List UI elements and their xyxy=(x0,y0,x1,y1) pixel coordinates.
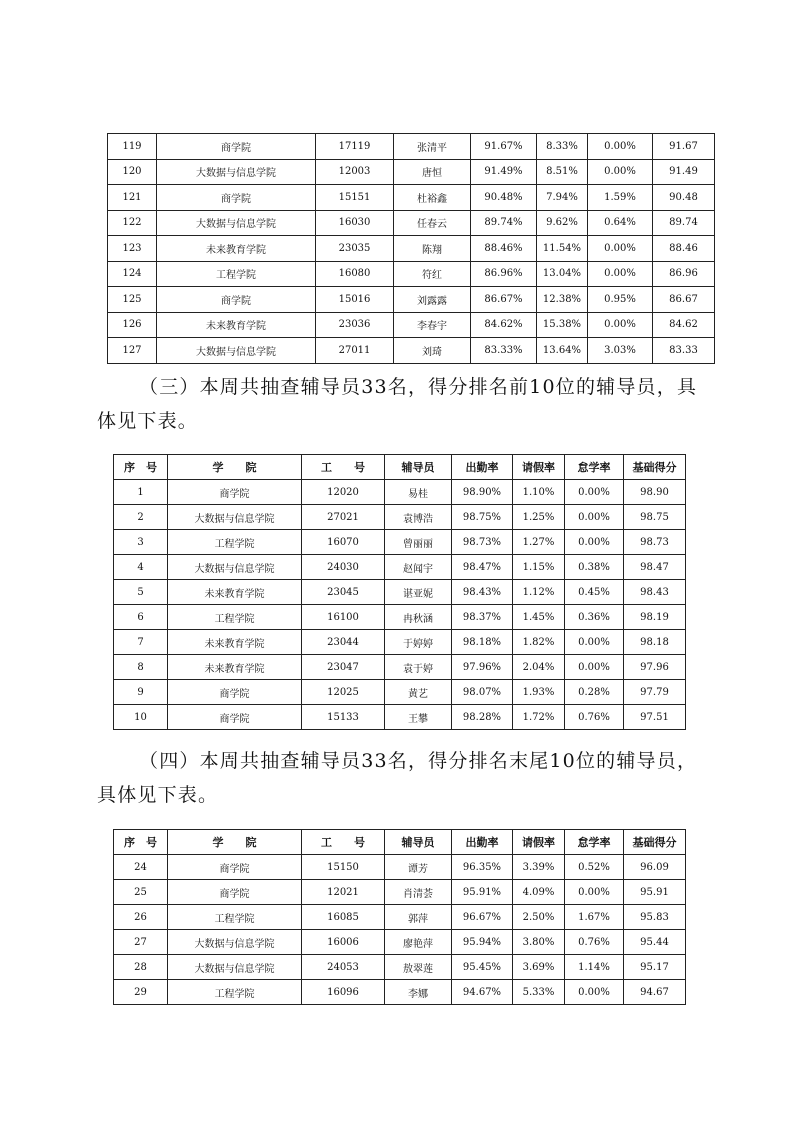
section-3-intro: （三）本周共抽查辅导员33名，得分排名前10位的辅导员，具体见下表。 xyxy=(97,376,698,432)
cell-counselor: 黄艺 xyxy=(385,680,452,705)
cell-college: 大数据与信息学院 xyxy=(168,555,302,580)
cell-college: 大数据与信息学院 xyxy=(168,505,302,530)
cell-college: 未来教育学院 xyxy=(157,312,316,338)
cell-base-score: 86.96 xyxy=(653,261,715,287)
cell-idle-rate: 0.00% xyxy=(588,134,653,160)
cell-leave-rate: 8.33% xyxy=(537,134,588,160)
table-row xyxy=(114,655,686,680)
cell-staff-id: 12003 xyxy=(316,159,394,185)
cell-idle-rate: 0.00% xyxy=(565,880,624,905)
cell-base-score: 98.75 xyxy=(624,505,686,530)
cell-leave-rate: 12.38% xyxy=(537,287,588,313)
cell-leave-rate: 8.51% xyxy=(537,159,588,185)
cell-index: 28 xyxy=(114,955,168,980)
cell-index: 26 xyxy=(114,905,168,930)
table-row xyxy=(114,930,686,955)
cell-college: 工程学院 xyxy=(168,905,302,930)
header-leave-rate: 请假率 xyxy=(513,455,565,480)
cell-staff-id: 16096 xyxy=(302,980,385,1005)
cell-leave-rate: 1.27% xyxy=(513,530,565,555)
cell-attendance-rate: 88.46% xyxy=(471,236,537,262)
cell-leave-rate: 1.10% xyxy=(513,480,565,505)
header-attendance-rate: 出勤率 xyxy=(452,455,513,480)
cell-base-score: 89.74 xyxy=(653,210,715,236)
cell-counselor: 廖艳萍 xyxy=(385,930,452,955)
cell-attendance-rate: 98.43% xyxy=(452,580,513,605)
cell-attendance-rate: 86.67% xyxy=(471,287,537,313)
cell-staff-id: 15133 xyxy=(302,705,385,730)
cell-attendance-rate: 98.73% xyxy=(452,530,513,555)
cell-staff-id: 24053 xyxy=(302,955,385,980)
cell-index: 4 xyxy=(114,555,168,580)
header-base-score: 基础得分 xyxy=(624,830,686,855)
cell-counselor: 袁于婷 xyxy=(385,655,452,680)
cell-base-score: 91.49 xyxy=(653,159,715,185)
cell-counselor: 谌亚妮 xyxy=(385,580,452,605)
header-leave-rate: 请假率 xyxy=(513,830,565,855)
cell-index: 2 xyxy=(114,505,168,530)
cell-attendance-rate: 84.62% xyxy=(471,312,537,338)
cell-idle-rate: 0.00% xyxy=(588,261,653,287)
cell-attendance-rate: 91.67% xyxy=(471,134,537,160)
cell-staff-id: 16006 xyxy=(302,930,385,955)
cell-attendance-rate: 98.07% xyxy=(452,680,513,705)
header-index: 序 号 xyxy=(114,830,168,855)
table-row xyxy=(114,555,686,580)
cell-college: 未来教育学院 xyxy=(168,630,302,655)
cell-counselor: 赵闻宇 xyxy=(385,555,452,580)
cell-counselor: 刘琦 xyxy=(394,338,471,364)
cell-index: 9 xyxy=(114,680,168,705)
cell-base-score: 95.91 xyxy=(624,880,686,905)
cell-index: 119 xyxy=(108,134,157,160)
cell-idle-rate: 0.00% xyxy=(565,980,624,1005)
cell-base-score: 91.67 xyxy=(653,134,715,160)
cell-idle-rate: 0.28% xyxy=(565,680,624,705)
cell-attendance-rate: 91.49% xyxy=(471,159,537,185)
cell-attendance-rate: 98.18% xyxy=(452,630,513,655)
cell-attendance-rate: 98.37% xyxy=(452,605,513,630)
cell-attendance-rate: 90.48% xyxy=(471,185,537,211)
cell-staff-id: 16080 xyxy=(316,261,394,287)
cell-leave-rate: 1.25% xyxy=(513,505,565,530)
cell-counselor: 曾丽丽 xyxy=(385,530,452,555)
cell-staff-id: 16070 xyxy=(302,530,385,555)
cell-leave-rate: 1.15% xyxy=(513,555,565,580)
cell-college: 工程学院 xyxy=(157,261,316,287)
cell-counselor: 李春宇 xyxy=(394,312,471,338)
header-index: 序 号 xyxy=(114,455,168,480)
header-attendance-rate: 出勤率 xyxy=(452,830,513,855)
cell-staff-id: 12020 xyxy=(302,480,385,505)
cell-staff-id: 27021 xyxy=(302,505,385,530)
cell-staff-id: 16030 xyxy=(316,210,394,236)
cell-base-score: 97.96 xyxy=(624,655,686,680)
cell-leave-rate: 9.62% xyxy=(537,210,588,236)
cell-leave-rate: 3.39% xyxy=(513,855,565,880)
header-staff-id: 工 号 xyxy=(302,455,385,480)
cell-idle-rate: 0.00% xyxy=(588,159,653,185)
cell-index: 127 xyxy=(108,338,157,364)
cell-college: 商学院 xyxy=(157,185,316,211)
cell-index: 25 xyxy=(114,880,168,905)
header-counselor: 辅导员 xyxy=(385,455,452,480)
cell-idle-rate: 0.45% xyxy=(565,580,624,605)
cell-counselor: 王攀 xyxy=(385,705,452,730)
cell-counselor: 郭萍 xyxy=(385,905,452,930)
table-row xyxy=(114,880,686,905)
cell-base-score: 95.17 xyxy=(624,955,686,980)
cell-leave-rate: 4.09% xyxy=(513,880,565,905)
cell-base-score: 97.51 xyxy=(624,705,686,730)
cell-index: 24 xyxy=(114,855,168,880)
cell-idle-rate: 0.00% xyxy=(565,630,624,655)
cell-college: 商学院 xyxy=(168,680,302,705)
cell-leave-rate: 2.04% xyxy=(513,655,565,680)
cell-attendance-rate: 83.33% xyxy=(471,338,537,364)
cell-idle-rate: 1.67% xyxy=(565,905,624,930)
cell-index: 123 xyxy=(108,236,157,262)
cell-idle-rate: 0.38% xyxy=(565,555,624,580)
cell-leave-rate: 1.12% xyxy=(513,580,565,605)
cell-leave-rate: 5.33% xyxy=(513,980,565,1005)
cell-idle-rate: 0.95% xyxy=(588,287,653,313)
cell-leave-rate: 15.38% xyxy=(537,312,588,338)
table-row xyxy=(114,605,686,630)
cell-staff-id: 23035 xyxy=(316,236,394,262)
table-row xyxy=(114,955,686,980)
header-college: 学 院 xyxy=(168,455,302,480)
cell-attendance-rate: 94.67% xyxy=(452,980,513,1005)
cell-base-score: 98.18 xyxy=(624,630,686,655)
cell-idle-rate: 0.00% xyxy=(565,480,624,505)
cell-staff-id: 23045 xyxy=(302,580,385,605)
cell-index: 126 xyxy=(108,312,157,338)
header-college: 学 院 xyxy=(168,830,302,855)
cell-leave-rate: 2.50% xyxy=(513,905,565,930)
cell-staff-id: 27011 xyxy=(316,338,394,364)
cell-idle-rate: 0.52% xyxy=(565,855,624,880)
cell-staff-id: 23047 xyxy=(302,655,385,680)
table-bottom-10-counselors xyxy=(113,829,686,1005)
cell-staff-id: 16100 xyxy=(302,605,385,630)
cell-college: 未来教育学院 xyxy=(157,236,316,262)
cell-index: 6 xyxy=(114,605,168,630)
cell-attendance-rate: 95.94% xyxy=(452,930,513,955)
cell-index: 5 xyxy=(114,580,168,605)
cell-base-score: 83.33 xyxy=(653,338,715,364)
cell-idle-rate: 0.64% xyxy=(588,210,653,236)
cell-idle-rate: 0.00% xyxy=(565,505,624,530)
cell-index: 1 xyxy=(114,480,168,505)
cell-leave-rate: 3.69% xyxy=(513,955,565,980)
table-row xyxy=(108,287,715,313)
cell-counselor: 任春云 xyxy=(394,210,471,236)
table-row xyxy=(114,505,686,530)
cell-staff-id: 17119 xyxy=(316,134,394,160)
cell-index: 10 xyxy=(114,705,168,730)
cell-college: 商学院 xyxy=(168,705,302,730)
cell-staff-id: 15150 xyxy=(302,855,385,880)
cell-leave-rate: 1.93% xyxy=(513,680,565,705)
cell-idle-rate: 1.59% xyxy=(588,185,653,211)
cell-college: 商学院 xyxy=(157,287,316,313)
cell-staff-id: 23044 xyxy=(302,630,385,655)
cell-leave-rate: 1.72% xyxy=(513,705,565,730)
header-counselor: 辅导员 xyxy=(385,830,452,855)
cell-base-score: 84.62 xyxy=(653,312,715,338)
cell-attendance-rate: 98.28% xyxy=(452,705,513,730)
cell-staff-id: 16085 xyxy=(302,905,385,930)
cell-attendance-rate: 96.35% xyxy=(452,855,513,880)
table-row xyxy=(108,134,715,160)
table-row xyxy=(114,480,686,505)
header-staff-id: 工 号 xyxy=(302,830,385,855)
cell-index: 27 xyxy=(114,930,168,955)
cell-index: 29 xyxy=(114,980,168,1005)
cell-counselor: 肖清荟 xyxy=(385,880,452,905)
cell-attendance-rate: 89.74% xyxy=(471,210,537,236)
cell-leave-rate: 13.64% xyxy=(537,338,588,364)
cell-counselor: 李娜 xyxy=(385,980,452,1005)
cell-counselor: 刘露露 xyxy=(394,287,471,313)
table-row xyxy=(114,530,686,555)
table-row xyxy=(108,236,715,262)
cell-base-score: 90.48 xyxy=(653,185,715,211)
cell-college: 大数据与信息学院 xyxy=(168,930,302,955)
cell-college: 商学院 xyxy=(157,134,316,160)
cell-attendance-rate: 86.96% xyxy=(471,261,537,287)
cell-college: 商学院 xyxy=(168,880,302,905)
cell-base-score: 94.67 xyxy=(624,980,686,1005)
table-row xyxy=(108,261,715,287)
header-idle-rate: 怠学率 xyxy=(565,830,624,855)
cell-counselor: 袁博浩 xyxy=(385,505,452,530)
cell-leave-rate: 7.94% xyxy=(537,185,588,211)
cell-college: 未来教育学院 xyxy=(168,655,302,680)
cell-attendance-rate: 97.96% xyxy=(452,655,513,680)
table-row xyxy=(114,680,686,705)
cell-idle-rate: 0.00% xyxy=(588,312,653,338)
cell-idle-rate: 0.76% xyxy=(565,930,624,955)
cell-base-score: 96.09 xyxy=(624,855,686,880)
table-header-row xyxy=(114,830,686,855)
cell-leave-rate: 11.54% xyxy=(537,236,588,262)
cell-index: 3 xyxy=(114,530,168,555)
cell-idle-rate: 1.14% xyxy=(565,955,624,980)
cell-college: 大数据与信息学院 xyxy=(168,955,302,980)
cell-counselor: 张清平 xyxy=(394,134,471,160)
cell-staff-id: 23036 xyxy=(316,312,394,338)
table-row xyxy=(114,630,686,655)
cell-attendance-rate: 98.47% xyxy=(452,555,513,580)
cell-college: 未来教育学院 xyxy=(168,580,302,605)
table-row xyxy=(114,580,686,605)
cell-index: 124 xyxy=(108,261,157,287)
cell-college: 大数据与信息学院 xyxy=(157,159,316,185)
cell-attendance-rate: 95.45% xyxy=(452,955,513,980)
cell-college: 工程学院 xyxy=(168,980,302,1005)
cell-base-score: 98.90 xyxy=(624,480,686,505)
cell-college: 工程学院 xyxy=(168,530,302,555)
cell-base-score: 98.73 xyxy=(624,530,686,555)
cell-counselor: 谭芳 xyxy=(385,855,452,880)
cell-index: 121 xyxy=(108,185,157,211)
header-base-score: 基础得分 xyxy=(624,455,686,480)
cell-leave-rate: 1.82% xyxy=(513,630,565,655)
cell-counselor: 冉秋涵 xyxy=(385,605,452,630)
cell-base-score: 98.43 xyxy=(624,580,686,605)
cell-idle-rate: 0.00% xyxy=(588,236,653,262)
cell-college: 大数据与信息学院 xyxy=(157,210,316,236)
table-header-row xyxy=(114,455,686,480)
cell-counselor: 易桂 xyxy=(385,480,452,505)
cell-base-score: 95.44 xyxy=(624,930,686,955)
cell-counselor: 于婷婷 xyxy=(385,630,452,655)
cell-counselor: 唐恒 xyxy=(394,159,471,185)
cell-staff-id: 12025 xyxy=(302,680,385,705)
cell-attendance-rate: 98.90% xyxy=(452,480,513,505)
cell-idle-rate: 0.76% xyxy=(565,705,624,730)
cell-attendance-rate: 98.75% xyxy=(452,505,513,530)
cell-college: 商学院 xyxy=(168,480,302,505)
cell-idle-rate: 0.00% xyxy=(565,655,624,680)
cell-base-score: 98.47 xyxy=(624,555,686,580)
cell-base-score: 95.83 xyxy=(624,905,686,930)
table-row xyxy=(114,705,686,730)
cell-idle-rate: 0.00% xyxy=(565,530,624,555)
cell-college: 工程学院 xyxy=(168,605,302,630)
table-row xyxy=(108,338,715,364)
table-top-10-counselors xyxy=(113,454,686,730)
cell-attendance-rate: 95.91% xyxy=(452,880,513,905)
cell-staff-id: 24030 xyxy=(302,555,385,580)
cell-base-score: 97.79 xyxy=(624,680,686,705)
cell-index: 122 xyxy=(108,210,157,236)
table-row xyxy=(108,210,715,236)
cell-leave-rate: 3.80% xyxy=(513,930,565,955)
cell-leave-rate: 1.45% xyxy=(513,605,565,630)
cell-index: 120 xyxy=(108,159,157,185)
cell-staff-id: 12021 xyxy=(302,880,385,905)
cell-college: 大数据与信息学院 xyxy=(157,338,316,364)
cell-base-score: 98.19 xyxy=(624,605,686,630)
cell-counselor: 陈翔 xyxy=(394,236,471,262)
cell-staff-id: 15016 xyxy=(316,287,394,313)
cell-index: 7 xyxy=(114,630,168,655)
table-row xyxy=(114,980,686,1005)
table-row xyxy=(108,159,715,185)
cell-index: 125 xyxy=(108,287,157,313)
table-row xyxy=(108,185,715,211)
cell-staff-id: 15151 xyxy=(316,185,394,211)
section-4-intro: （四）本周共抽查辅导员33名，得分排名末尾10位的辅导员，具体见下表。 xyxy=(97,750,698,806)
table-row xyxy=(114,855,686,880)
cell-counselor: 敖翠莲 xyxy=(385,955,452,980)
cell-idle-rate: 0.36% xyxy=(565,605,624,630)
cell-counselor: 符红 xyxy=(394,261,471,287)
cell-college: 商学院 xyxy=(168,855,302,880)
cell-index: 8 xyxy=(114,655,168,680)
table-row xyxy=(114,905,686,930)
cell-counselor: 杜裕鑫 xyxy=(394,185,471,211)
cell-leave-rate: 13.04% xyxy=(537,261,588,287)
table-bottom-ranking-continued xyxy=(107,133,715,364)
cell-base-score: 88.46 xyxy=(653,236,715,262)
cell-attendance-rate: 96.67% xyxy=(452,905,513,930)
cell-idle-rate: 3.03% xyxy=(588,338,653,364)
cell-base-score: 86.67 xyxy=(653,287,715,313)
header-idle-rate: 怠学率 xyxy=(565,455,624,480)
table-row xyxy=(108,312,715,338)
